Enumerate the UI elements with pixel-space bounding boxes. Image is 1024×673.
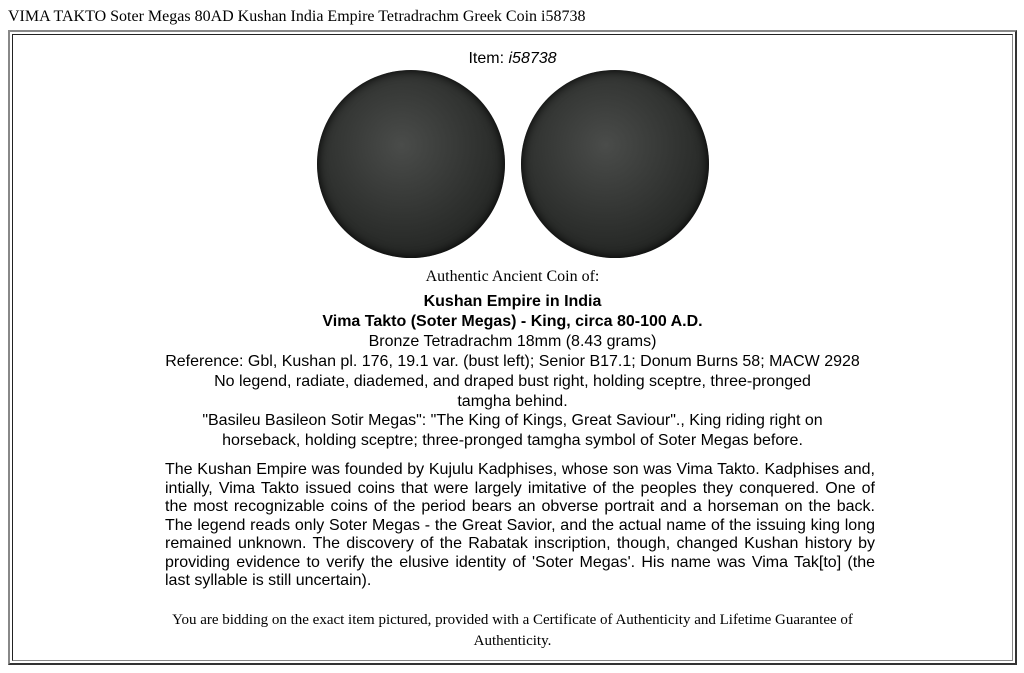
coin-denomination: Bronze Tetradrachm 18mm (8.43 grams) <box>368 333 657 350</box>
reverse-description: "Basileu Basileon Sotir Megas": "The King of Kings, Great Saviour"., King riding right on horseback, holding sceptre; three-pronged tamgha symbol of Soter Megas before. <box>202 412 823 449</box>
item-number: Item: i58738 <box>468 50 557 67</box>
page-title: VIMA TAKTO Soter Megas 80AD Kushan India Empire Tetradrachm Greek Coin i58738 <box>8 8 586 25</box>
coin-images <box>13 70 1012 258</box>
history-description: The Kushan Empire was founded by Kujulu Kadphises, whose son was Vima Takto. Kadphises and, intially, Vima Takto issued coins that were largely imitative of the peoples they conquered. One of the most recognizable coins of the period bears an obverse portrait and a horseman on the back. The legend reads only Soter Megas - the Great Savior, and the actual name of the issuing king long remained unknown. The discovery of the Rabatak inscription, though, changed Kushan history by providing evidence to verify the elusive identity of 'Soter Megas'. His name was Vima Tak[to] (the last syllable is still uncertain). <box>165 461 875 589</box>
coin-reverse-image <box>521 70 709 258</box>
empire-name: Kushan Empire in India <box>423 293 602 310</box>
ruler-name: Vima Takto (Soter Megas) - King, circa 80-100 A.D. <box>322 313 703 330</box>
coin-heading: Authentic Ancient Coin of: <box>425 268 600 285</box>
obverse-description: No legend, radiate, diademed, and draped bust right, holding sceptre, three-pronged tamgha behind. <box>214 373 811 410</box>
listing-frame <box>8 30 1017 665</box>
coin-obverse-image <box>317 70 505 258</box>
coin-reference: Reference: Gbl, Kushan pl. 176, 19.1 var. (bust left); Senior B17.1; Donum Burns 58; MACW 2928 <box>165 353 860 370</box>
authenticity-note: You are bidding on the exact item pictured, provided with a Certificate of Authenticity and Lifetime Guarantee of Authenticity. <box>172 612 853 649</box>
